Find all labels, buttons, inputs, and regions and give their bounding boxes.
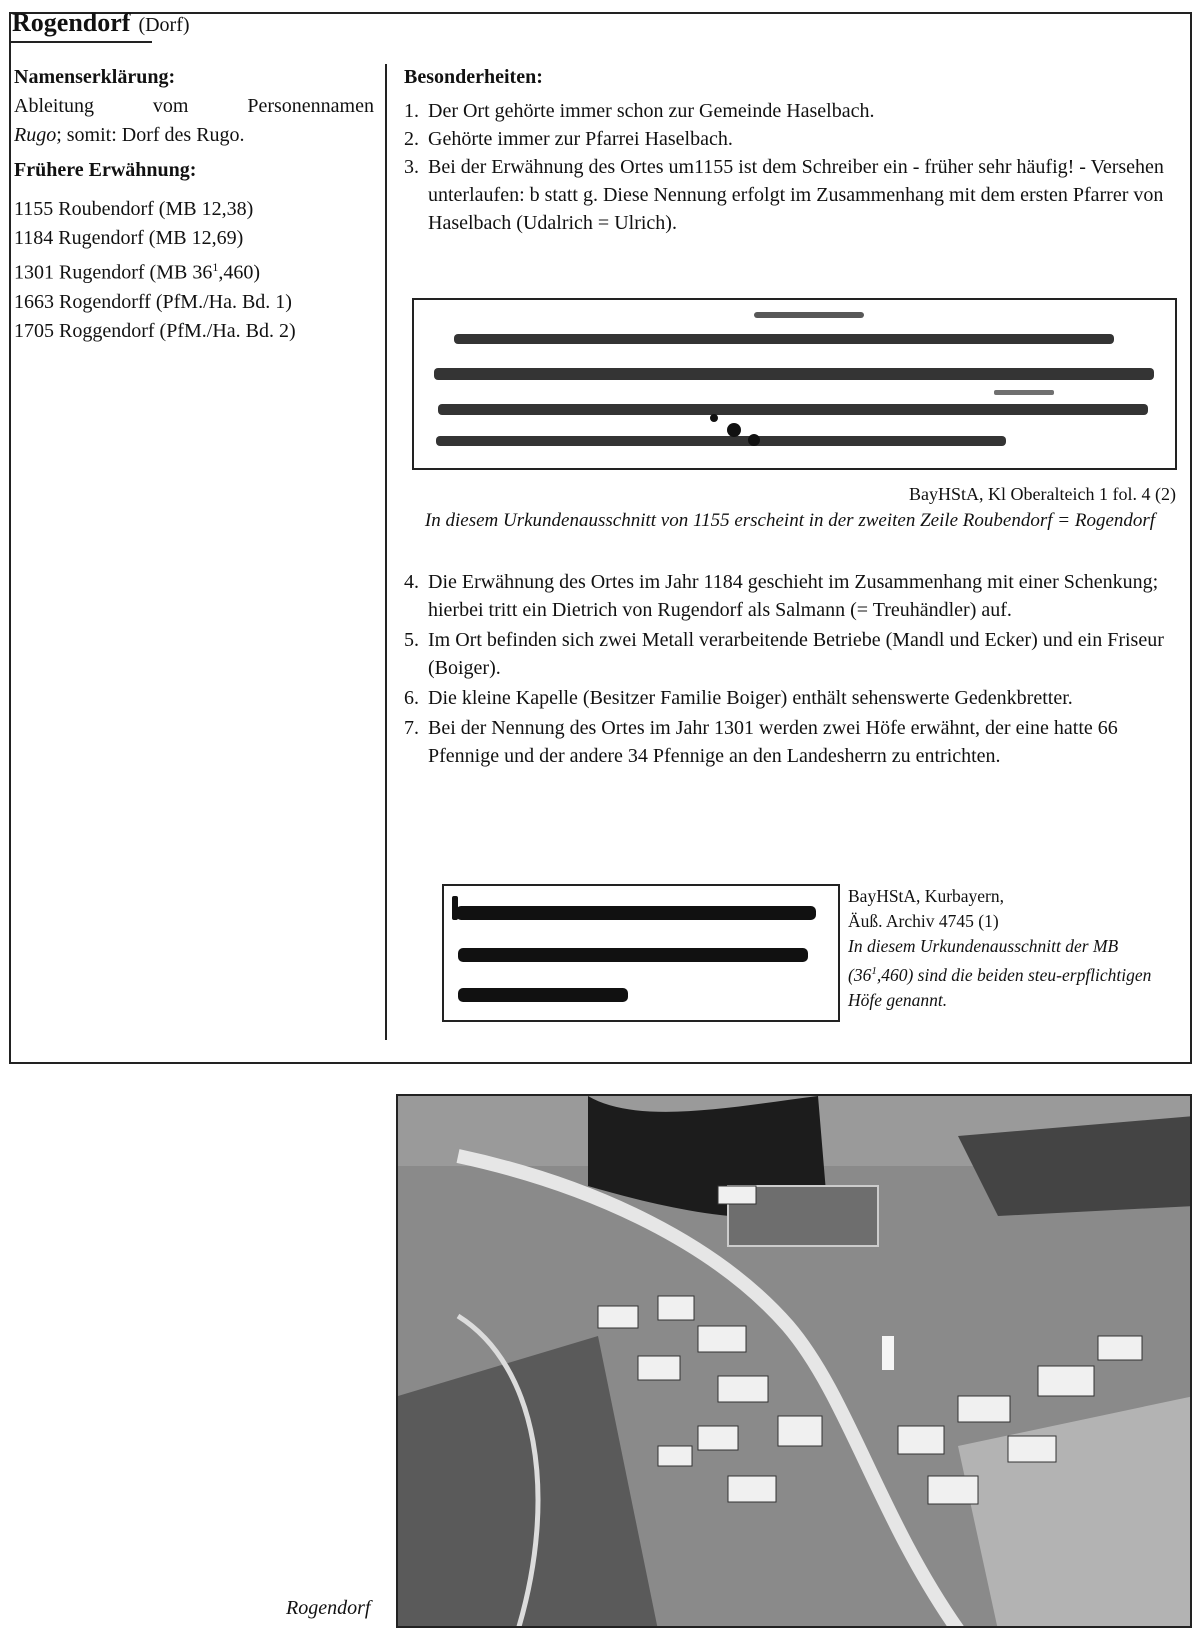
particularities-list-a (404, 97, 1174, 237)
list-item: 4. Die Erwähnung des Ortes im Jahr 1184 geschieht im Zusammenhang mit einer Schenkung; hierbei tritt ein Dietrich von Rugendorf als Salmann (= Treuhändler) auf. (404, 571, 1159, 621)
mentions-list (14, 195, 374, 346)
mention-item: 1301 Rugendorf (MB $36^1,460$) (14, 260, 260, 284)
particularities-list-b (404, 568, 1176, 772)
excerpt1-caption: In diesem Urkundenausschnitt von 1155 erscheint in der zweiten Zeile Roubendorf = Rogendorf (424, 510, 1156, 531)
place-name: Rogendorf (12, 8, 131, 37)
name-explanation-line2: Rugo; somit: Dorf des Rugo. (14, 124, 245, 146)
manuscript-excerpt-1155 (412, 298, 1177, 470)
left-column (14, 63, 374, 346)
mention-item: 1184 Rugendorf (MB 12,69) (14, 227, 244, 249)
photo-caption: Rogendorf (286, 1597, 371, 1619)
list-item: 7. Bei der Nennung des Ortes im Jahr 1301 werden zwei Höfe erwähnt, der eine hatte 66 Pfennige und der andere 34 Pfennige an den Landesherrn zu entrichten. (404, 717, 1118, 767)
title-underline (10, 41, 152, 43)
excerpt2-caption: BayHStA, Kurbayern, Äuß. Archiv 4745 (1) In diesem Urkundenausschnitt der MB $(36^1,460)$ sind die beiden steu-erpflichtigen Höfe genannt. (848, 886, 1152, 1010)
column-divider (385, 64, 387, 1040)
title-block (12, 8, 190, 38)
mention-item: 1155 Roubendorf (MB 12,38) (14, 198, 254, 220)
list-item: 1. Der Ort gehörte immer schon zur Gemeinde Haselbach. (404, 100, 875, 122)
aerial-photo (396, 1094, 1192, 1628)
right-column (404, 63, 1174, 237)
excerpt1-source: BayHStA, Kl Oberalteich 1 fol. 4 (2) (909, 484, 1176, 504)
name-explanation-line1: Ableitung vom Personennamen (14, 95, 374, 117)
mention-item: 1663 Rogendorff (PfM./Ha. Bd. 1) (14, 290, 292, 313)
list-item: 3. Bei der Erwähnung des Ortes um1155 ist dem Schreiber ein - früher sehr häufig! - Versehen unterlaufen: b statt g. Diese Nennung erfolgt im Zusammenhang mit dem ersten Pfarrer von Haselbach (Udalrich = Ulrich). (404, 156, 1164, 234)
manuscript-excerpt-1301 (442, 884, 840, 1022)
mention-item: 1705 Roggendorf (PfM./Ha. Bd. 2) (14, 319, 296, 342)
name-explanation-heading: Namenserklärung: (14, 66, 176, 88)
particularities-heading: Besonderheiten: (404, 66, 543, 88)
list-item: 6. Die kleine Kapelle (Besitzer Familie Boiger) enthält sehenswerte Gedenkbretter. (404, 687, 1073, 709)
place-type: (Dorf) (138, 14, 190, 36)
list-item: 2. Gehörte immer zur Pfarrei Haselbach. (404, 128, 733, 150)
list-item: 5. Im Ort befinden sich zwei Metall verarbeitende Betriebe (Mandl und Ecker) und ein Friseur (Boiger). (404, 629, 1164, 679)
mentions-heading: Frühere Erwähnung: (14, 159, 197, 181)
